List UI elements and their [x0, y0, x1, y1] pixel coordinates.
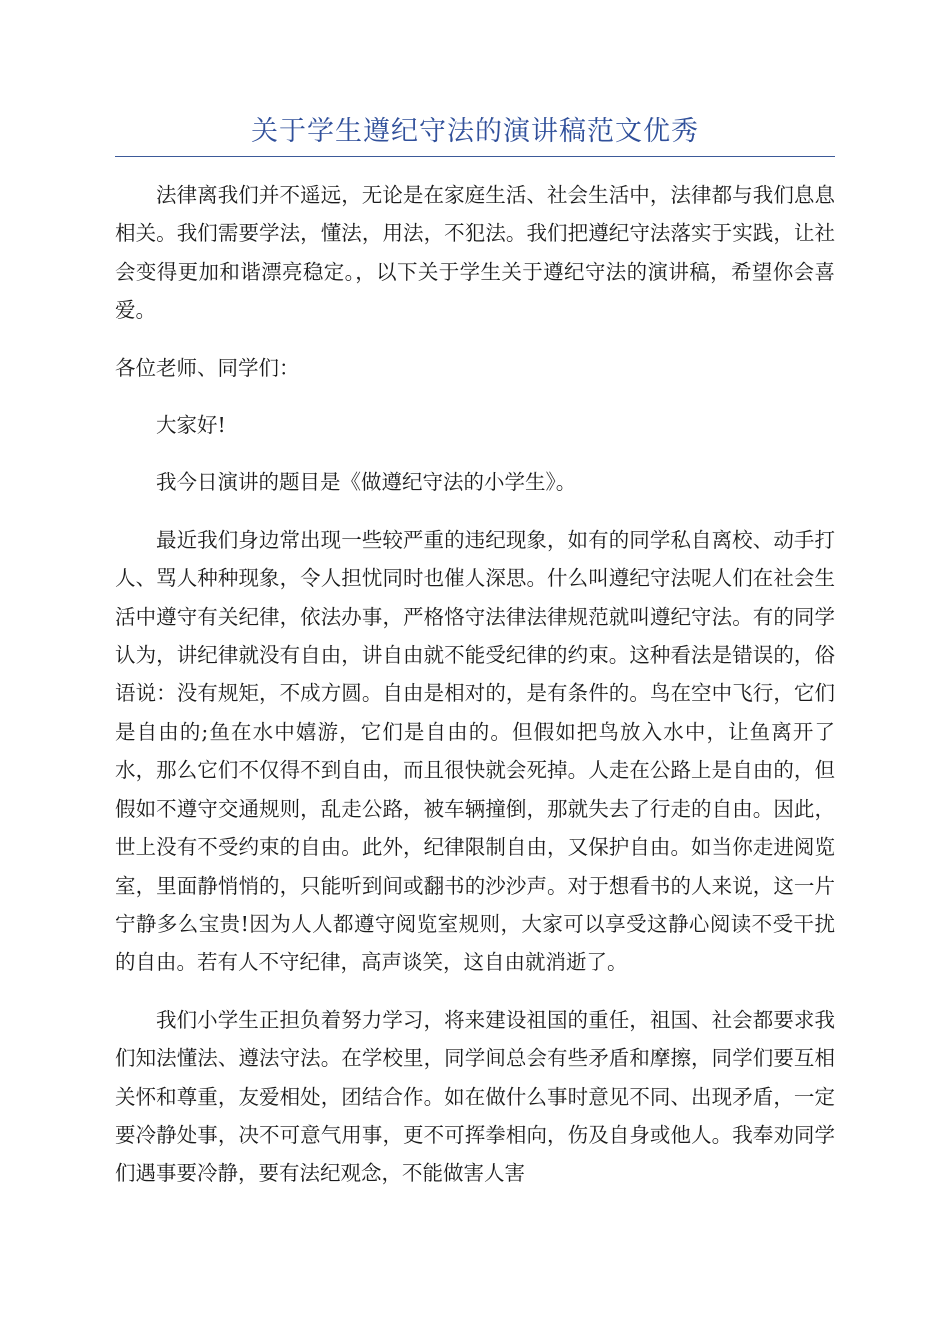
intro-paragraph: 法律离我们并不遥远，无论是在家庭生活、社会生活中，法律都与我们息息相关。我们需要学法，懂法，用法，不犯法。我们把遵纪守法落实于实践，让社会变得更加和谐漂亮稳定。，以下关于学生关于遵纪守法的演讲稿，希望你会喜爱。 — [115, 183, 835, 323]
salutation: 各位老师、同学们： — [115, 355, 300, 380]
body-paragraph: 最近我们身边常出现一些较严重的违纪现象，如有的同学私自离校、动手打人、骂人种种现象，令人担忧同时也催人深思。什么叫遵纪守法呢人们在社会生活中遵守有关纪律，依法办事，严格恪守法律法律规范就叫遵纪守法。有的同学认为，讲纪律就没有自由，讲自由就不能受纪律的约束。这种看法是错误的，俗语说：没有规矩，不成方圆。自由是相对的，是有条件的。鸟在空中飞行，它们是自由的;鱼在水中嬉游，它们是自由的。但假如把鸟放入水中，让鱼离开了水，那么它们不仅得不到自由，而且很快就会死掉。人走在公路上是自由的，但假如不遵守交通规则，乱走公路，被车辆撞倒，那就失去了行走的自由。因此，世上没有不受约束的自由。此外，纪律限制自由，又保护自由。如当你走进阅览室，里面静悄悄的，只能听到间或翻书的沙沙声。对于想看书的人来说，这一片宁静多么宝贵!因为人人都遵守阅览室规则，大家可以享受这静心阅读不受干扰的自由。若有人不守纪律，高声谈笑，这自由就消逝了。 — [115, 527, 835, 975]
body-paragraph: 我们小学生正担负着努力学习，将来建设祖国的重任，祖国、社会都要求我们知法懂法、遵法守法。在学校里，同学间总会有些矛盾和摩擦，同学们要互相关怀和尊重，友爱相处，团结合作。如在做什么事时意见不同、出现矛盾，一定要冷静处事，决不可意气用事，更不可挥拳相向，伤及自身或他人。我奉劝同学们遇事要冷静，要有法纪观念，不能做害人害 — [115, 1007, 835, 1186]
title-block — [115, 112, 835, 157]
greeting: 大家好! — [156, 413, 226, 438]
document-body — [115, 176, 835, 1212]
page-title: 关于学生遵纪守法的演讲稿范文优秀 — [251, 116, 699, 147]
speech-topic: 我今日演讲的题目是《做遵纪守法的小学生》。 — [156, 470, 577, 495]
